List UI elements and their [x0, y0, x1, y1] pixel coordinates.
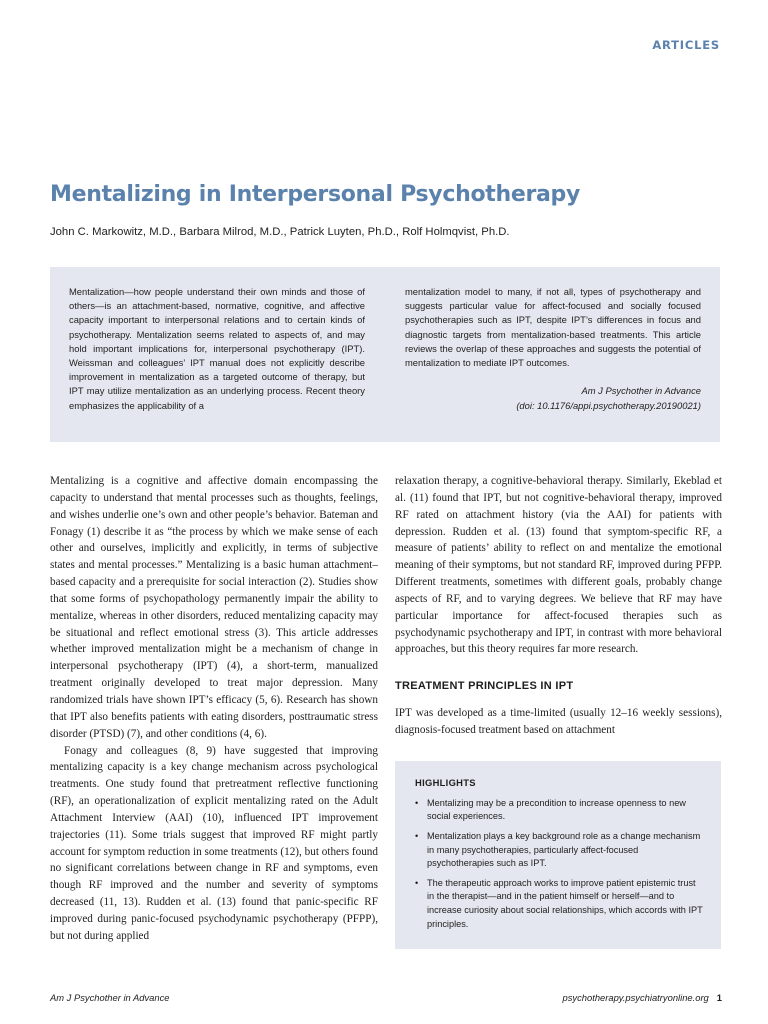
abstract-box	[50, 267, 720, 442]
body-paragraph: Fonagy and colleagues (8, 9) have suggested that improving mentalizing capacity is a key change mechanism across psychological treatments. One study found that pretreatment reflective functioning (RF), an operationalization of explicit mentalizing rated on the Adult Attachment Interview (AAI) (10), influenced IPT improvement trajectories (11). Some trials suggest that improved RF might partly account for symptom reduction in some treatments (12), but others found no significant correlations between change in RF and symptoms, even though RF improved and the number and severity of symptoms decreased (11, 13). Rudden et al. (13) found that panic-specific RF improved during panic-focused psychodynamic psychotherapy (PFPP), but not during applied	[50, 744, 378, 942]
body-paragraph: relaxation therapy, a cognitive-behavioral therapy. Similarly, Ekeblad et al. (11) found that IPT, but not cognitive-behavioral therapy, improved RF rated on attachment history (via the AAI) for patients with depression. Rudden et al. (13) found that symptom-specific RF, a measure of patients’ ability to reflect on and mentalize the emotional meaning of their symptoms, but not standard RF, improved during PFPP. Different treatments, sometimes with different goals, probably change aspects of RF, and to varying degrees. We believe that RF may have particular importance for affect-focused therapies such as psychodynamic psychotherapy and IPT, in contrast with more behavioral approaches, but this theory requires far more research.	[395, 475, 722, 656]
abstract-text-1: Mentalization—how people understand their own minds and those of others—is an attachment-based, normative, cognitive, and affective capacity important to interpersonal relations and to certain kinds of psychotherapy. Mentalization seems related to aspects of, and may hold important implications for, interpersonal psychotherapy (IPT). Weissman and colleagues’ IPT manual does not explicitly describe improvement in mentalization as a targeted outcome of therapy, but IPT may utilize mentalization as an underlying process. Recent theory emphasizes the applicability of a	[69, 286, 365, 411]
highlights-title: HIGHLIGHTS	[415, 776, 476, 788]
article-title: Mentalizing in Interpersonal Psychotherapy	[50, 182, 581, 207]
highlights-box	[395, 761, 721, 949]
body-paragraph: IPT was developed as a time-limited (usually 12–16 weekly sessions), diagnosis-focused treatment based on attachment	[395, 707, 722, 736]
abstract-text-2: mentalization model to many, if not all, types of psychotherapy and suggests particular value for affect-focused and socially focused psychotherapies such as IPT, despite IPT’s differences in focus and diagnostic targets from mentalization-based treatments. This article reviews the overlap of these approaches and suggests the potential of mentalization to mediate IPT outcomes.	[405, 286, 701, 369]
highlight-item: • Mentalization plays a key background role as a change mechanism in many psychotherapies, particularly affect-focused psychotherapies such as IPT.	[415, 830, 703, 871]
highlight-item: • The therapeutic approach works to improve patient epistemic trust in the therapist—and in the patient himself or herself—and to increase curiosity about social relationships, which accords with IPT principles.	[415, 877, 703, 931]
footer-website: psychotherapy.psychiatryonline.org	[562, 992, 709, 1003]
body-column-right	[395, 473, 722, 949]
citation-doi: (doi: 10.1176/appi.psychotherapy.20190021)	[516, 399, 701, 411]
section-label: ARTICLES	[652, 38, 720, 52]
author-list: John C. Markowitz, M.D., Barbara Milrod, M.D., Patrick Luyten, Ph.D., Rolf Holmqvist, Ph.D.	[50, 226, 510, 238]
citation-journal: Am J Psychother in Advance	[581, 385, 701, 397]
abstract-column-2	[405, 285, 701, 428]
highlights-list	[415, 797, 703, 931]
body-paragraph: Mentalizing is a cognitive and affective domain encompassing the capacity to understand that mental processes such as thoughts, feelings, and wishes underlie one’s own and other people’s behavior. Bateman and Fonagy (1) describe it as “the process by which we make sense of each other and ourselves, implicitly and explicitly, in terms of subjective states and mental processes.” Mentalizing is a basic human attachment–based capacity and a prerequisite for social interaction (2). Studies show that some forms of psychopathology permanently impair the ability to mentalize, whereas in other disorders, reduced mentalizing capacity may be situational and reflect emotional stress (3). This article addresses whether improved mentalization might be a mechanism of change in interpersonal psychotherapy (IPT) (4), a short-term, manualized treatment originally developed to treat major depression. Many randomized trials have shown IPT’s efficacy (5, 6). Research has shown that IPT also benefits patients with eating disorders, posttraumatic stress disorder (PTSD) (7), and other conditions (4, 6).	[50, 475, 378, 740]
section-heading: TREATMENT PRINCIPLES IN IPT	[395, 680, 574, 693]
body-column-left	[50, 473, 378, 945]
page-number: 1	[716, 992, 722, 1003]
highlight-item: • Mentalizing may be a precondition to increase openness to new social experiences.	[415, 797, 703, 824]
footer-right	[563, 992, 722, 1003]
abstract-column-1	[69, 285, 365, 428]
footer-journal: Am J Psychother in Advance	[50, 992, 170, 1003]
citation	[405, 384, 701, 413]
